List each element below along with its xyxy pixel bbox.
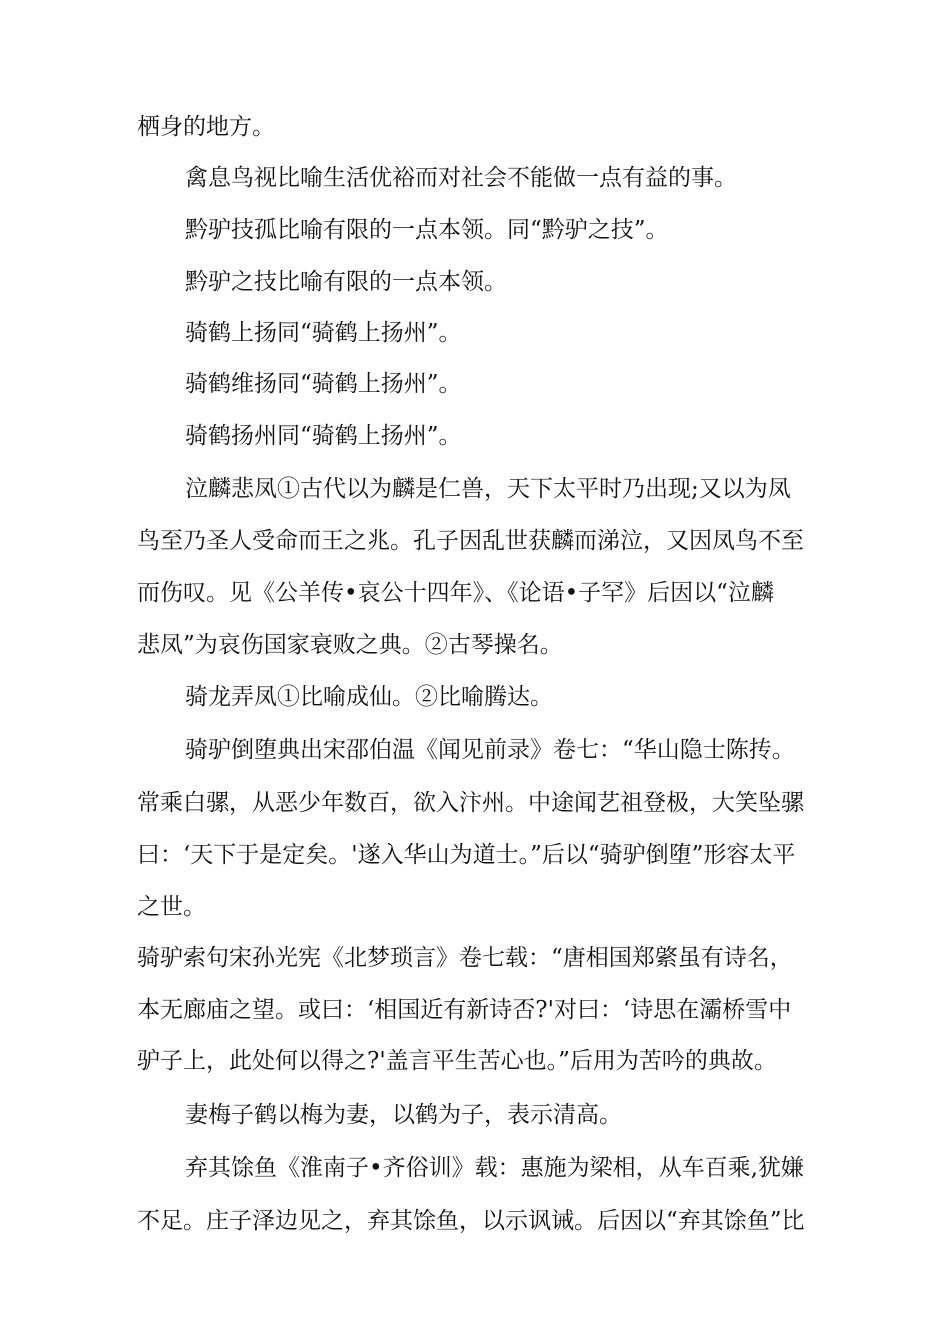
entry-qilin-beifeng-cont: 而伤叹。见《公羊传•哀公十四年》、《论语•子罕》后因以“泣麟 <box>137 580 774 606</box>
entry-qilin-beifeng: 泣麟悲凤①古代以为麟是仁兽，天下太平时乃出现;又以为凤 <box>185 476 791 502</box>
entry-qilv-daoduo: 骑驴倒堕典出宋邵伯温《闻见前录》卷七：“华山隐士陈抟。 <box>185 737 795 763</box>
entry-qianlv-zhiji: 黔驴之技比喻有限的一点本领。 <box>185 269 507 295</box>
entry-qilong-nongfeng: 骑龙弄凤①比喻成仙。②比喻腾达。 <box>185 684 553 710</box>
text-line-continuation: 栖身的地方。 <box>137 114 275 140</box>
entry-qiqi-yuyu: 弃其馀鱼《淮南子•齐俗训》载：惠施为梁相，从车百乘,犹嫌 <box>185 1155 804 1181</box>
entry-qilv-daoduo-cont: 曰：‘天下于是定矣。'遂入华山为道士。”后以“骑驴倒堕”形容太平 <box>137 842 796 868</box>
entry-qilv-suoju-cont: 驴子上，此处何以得之?'盖言平生苦心也。”后用为苦吟的典故。 <box>137 1048 777 1074</box>
entry-qinxi-niaoshi: 禽息鸟视比喻生活优裕而对社会不能做一点有益的事。 <box>185 165 737 191</box>
entry-qihe-yangzhou: 骑鹤扬州同“骑鹤上扬州”。 <box>185 423 462 449</box>
entry-qianlv-jigu: 黔驴技孤比喻有限的一点本领。同“黔驴之技”。 <box>185 217 669 243</box>
entry-qilin-beifeng-cont: 鸟至乃圣人受命而王之兆。孔子因乱世获麟而涕泣，又因凤鸟不至 <box>137 528 804 554</box>
entry-qiqi-yuyu-cont: 不足。庄子泽边见之，弃其馀鱼，以示讽诫。后因以“弃其馀鱼”比 <box>137 1208 805 1234</box>
entry-qihe-weiyang: 骑鹤维扬同“骑鹤上扬州”。 <box>185 371 462 397</box>
entry-qilv-daoduo-cont: 之世。 <box>137 894 206 920</box>
entry-qilv-suoju: 骑驴索句宋孙光宪《北梦琐言》卷七载：“唐相国郑綮虽有诗名， <box>137 945 793 971</box>
entry-qimei-zihe: 妻梅子鹤以梅为妻，以鹤为子，表示清高。 <box>185 1102 622 1128</box>
entry-qihe-shangyang: 骑鹤上扬同“骑鹤上扬州”。 <box>185 320 462 346</box>
entry-qilv-daoduo-cont: 常乘白骡，从恶少年数百，欲入汴州。中途闻艺祖登极，大笑坠骡 <box>137 790 804 816</box>
entry-qilin-beifeng-cont: 悲凤”为哀伤国家衰败之典。②古琴操名。 <box>137 632 563 658</box>
entry-qilv-suoju-cont: 本无廊庙之望。或曰：‘相国近有新诗否?'对曰：‘诗思在灞桥雪中 <box>137 997 792 1023</box>
